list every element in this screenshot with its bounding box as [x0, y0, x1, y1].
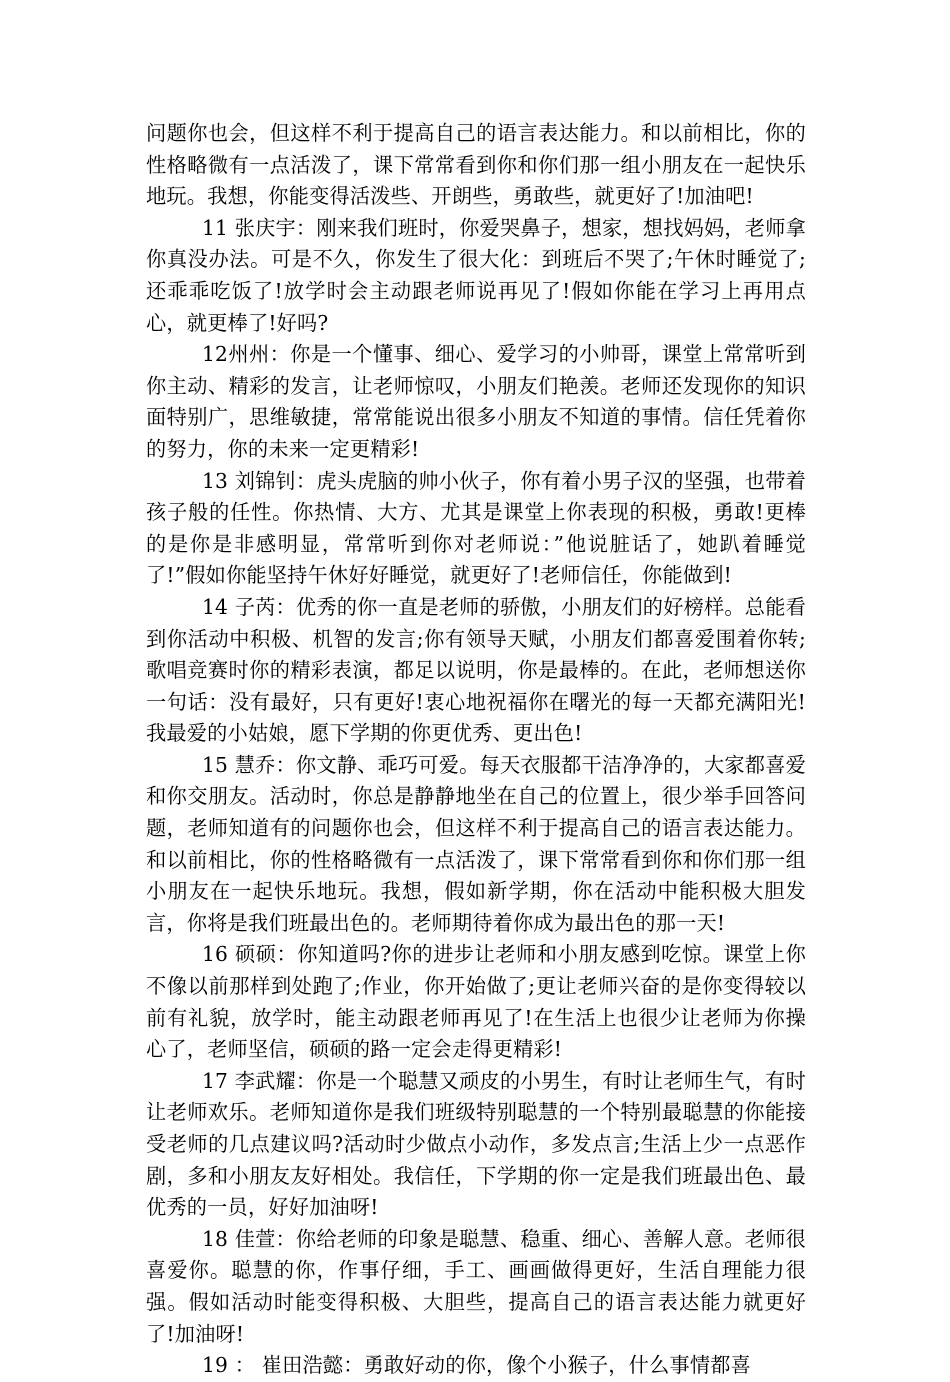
paragraph-comment-19: 19 ： 崔田浩懿：勇敢好动的你，像个小猴子，什么事情都喜 — [202, 1353, 752, 1378]
paragraph-comment-15: 15 慧乔：你文静、乖巧可爱。每天衣服都干洁净净的，大家都喜爱和你交朋友。活动时，你总是静静地坐在自己的位置上，很少举手回答问题，老师知道有的问题你也会，但这样不利于提高自己的语言表达能力。和以前相比，你的性格略微有一点活泼了，课下常常看到你和你们那一组小朋友在一起快乐地玩。我想，假如新学期，你在活动中能积极大胆发言，你将是我们班最出色的。老师期待着你成为最出色的那一天! — [146, 752, 806, 935]
paragraph-comment-18: 18 佳萱：你给老师的印象是聪慧、稳重、细心、善解人意。老师很喜爱你。聪慧的你，作事仔细，手工、画画做得更好，生活自理能力很强。假如活动时能变得积极、大胆些，提高自己的语言表达能力就更好了!加油呀! — [146, 1226, 806, 1346]
paragraph-comment-13: 13 刘锦钊：虎头虎脑的帅小伙子，你有着小男子汉的坚强，也带着孩子般的任性。你热情、大方、尤其是课堂上你表现的积极，勇敢!更棒的是你是非感明显，常常听到你对老师说：”他说脏话了，她趴着睡觉了!”假如你能坚持午休好好睡觉，就更好了!老师信任，你能做到! — [146, 468, 806, 588]
paragraph-comment-17: 17 李武耀：你是一个聪慧又顽皮的小男生，有时让老师生气，有时让老师欢乐。老师知道你是我们班级特别聪慧的一个特别最聪慧的你能接受老师的几点建议吗?活动时少做点小动作，多发点言;生活上少一点恶作剧，多和小朋友友好相处。我信任，下学期的你一定是我们班最出色、最优秀的一员，好好加油呀! — [146, 1068, 806, 1220]
paragraph-continued: 问题你也会，但这样不利于提高自己的语言表达能力。和以前相比，你的性格略微有一点活泼了，课下常常看到你和你们那一组小朋友在一起快乐地玩。我想，你能变得活泼些、开朗些，勇敢些，就更好了!加油吧! — [146, 121, 806, 209]
paragraph-comment-11: 11 张庆宇：刚来我们班时，你爱哭鼻子，想家，想找妈妈，老师拿你真没办法。可是不久，你发生了很大化：到班后不哭了;午休时睡觉了;还乖乖吃饭了!放学时会主动跟老师说再见了!假如你能在学习上再用点心，就更棒了!好吗? — [146, 215, 806, 335]
paragraph-comment-16: 16 硕硕：你知道吗?你的进步让老师和小朋友感到吃惊。课堂上你不像以前那样到处跑了;作业，你开始做了;更让老师兴奋的是你变得较以前有礼貌，放学时，能主动跟老师再见了!在生活上也很少让老师为你操心了，老师坚信，硕硕的路一定会走得更精彩! — [146, 942, 806, 1062]
document-body — [146, 118, 806, 1382]
paragraph-comment-14: 14 子芮：优秀的你一直是老师的骄傲，小朋友们的好榜样。总能看到你活动中积极、机智的发言;你有领导天赋，小朋友们都喜爱围着你转;歌唱竞赛时你的精彩表演，都足以说明，你是最棒的。在此，老师想送你一句话：没有最好，只有更好!衷心地祝福你在曙光的每一天都充满阳光!我最爱的小姑娘，愿下学期的你更优秀、更出色! — [146, 594, 806, 746]
paragraph-comment-12: 12州州：你是一个懂事、细心、爱学习的小帅哥，课堂上常常听到你主动、精彩的发言，让老师惊叹，小朋友们艳羡。老师还发现你的知识面特别广，思维敏捷，常常能说出很多小朋友不知道的事情。信任凭着你的努力，你的未来一定更精彩! — [146, 342, 806, 461]
